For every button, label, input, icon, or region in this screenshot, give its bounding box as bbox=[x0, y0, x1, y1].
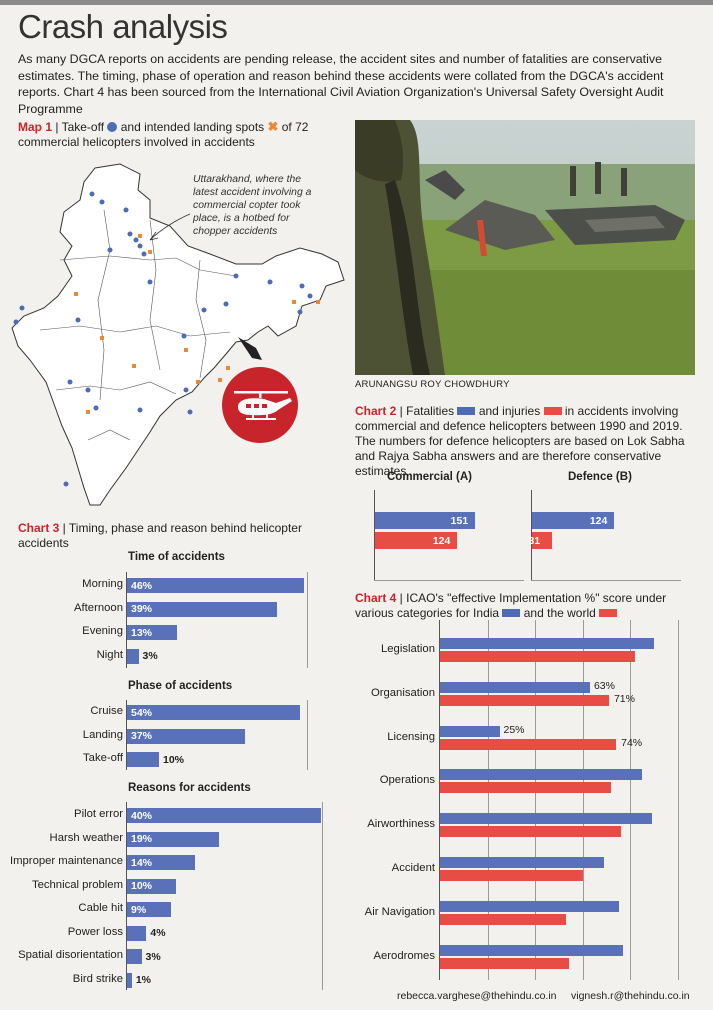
commercial-fatalities-value: 151 bbox=[450, 515, 469, 527]
reasons-cat-4: Cable hit bbox=[78, 902, 123, 914]
reasons-cat-0: Pilot error bbox=[74, 808, 123, 820]
icao-world-bar-5 bbox=[440, 870, 583, 881]
chart4-label: Chart 4 bbox=[355, 591, 397, 605]
fatalities-swatch bbox=[457, 407, 475, 415]
chart3-rule-1 bbox=[307, 700, 308, 770]
reasons-bar-7 bbox=[127, 973, 132, 988]
commercial-baseline bbox=[374, 580, 524, 581]
reasons-value-6: 3% bbox=[145, 950, 161, 963]
reasons-cat-6: Spatial disorientation bbox=[18, 949, 123, 961]
reasons-grid-3 bbox=[273, 802, 274, 990]
phase-bar-0 bbox=[127, 705, 300, 720]
reasons-value-5: 4% bbox=[150, 927, 166, 939]
icao-cat-3: Operations bbox=[379, 774, 435, 787]
icao-india-bar-0 bbox=[440, 638, 654, 649]
commercial-injuries-value: 124 bbox=[432, 535, 451, 547]
time-grid-3 bbox=[271, 572, 272, 668]
chart2-label: Chart 2 bbox=[355, 404, 397, 418]
phase-grid-1 bbox=[173, 700, 174, 770]
icao-world-bar-2 bbox=[440, 739, 616, 750]
icao-grid-5 bbox=[678, 620, 679, 980]
takeoff-dot-icon bbox=[107, 122, 117, 132]
reasons-grid-1 bbox=[176, 802, 177, 990]
time-cat-1: Afternoon bbox=[74, 601, 123, 614]
time-bar-3 bbox=[127, 649, 139, 664]
defence-baseline bbox=[531, 580, 681, 581]
icao-grid-3 bbox=[583, 620, 584, 980]
reasons-cat-7: Bird strike bbox=[72, 972, 123, 985]
time-grid-4 bbox=[320, 572, 321, 668]
icao-india-bar-5 bbox=[440, 857, 604, 868]
time-bar-0 bbox=[127, 578, 304, 593]
icao-india-bar-6 bbox=[440, 901, 619, 912]
phase-cat-2: Take-off bbox=[83, 752, 123, 764]
phase-grid-2 bbox=[220, 700, 221, 770]
reasons-cat-1: Harsh weather bbox=[49, 831, 123, 844]
icao-world-value-1: 71% bbox=[613, 692, 635, 705]
email-2[interactable]: vignesh.r@thehindu.co.in bbox=[571, 990, 690, 1002]
page-title: Crash analysis bbox=[18, 8, 228, 45]
icao-world-bar-7 bbox=[440, 958, 569, 969]
intro-text: As many DGCA reports on accidents are pending release, the accident sites and number of fatalities are conservative estimates. The timing, phase of operation and reason behind these accidents were collated from the DGCA's accident reports. Chart 4 has been sourced from the International Civil Aviation Organization's Universal Safety Oversight Audit Programme bbox=[18, 52, 664, 116]
reasons-value-3: 10% bbox=[131, 880, 153, 892]
icao-cat-7: Aerodromes bbox=[373, 949, 435, 962]
icao-india-bar-4 bbox=[440, 813, 652, 824]
reasons-title: Reasons for accidents bbox=[128, 782, 251, 794]
commercial-title: Commercial (A) bbox=[387, 471, 472, 483]
crash-photo bbox=[355, 120, 695, 375]
email-1[interactable]: rebecca.varghese@thehindu.co.in bbox=[397, 990, 557, 1002]
phase-grid-4 bbox=[313, 700, 314, 770]
helicopter-badge bbox=[220, 365, 300, 445]
time-cat-0: Morning bbox=[82, 578, 123, 590]
time-value-2: 13% bbox=[131, 626, 153, 639]
icao-grid-4 bbox=[630, 620, 631, 980]
chart3-rule-0 bbox=[307, 572, 308, 668]
reasons-value-1: 19% bbox=[131, 833, 153, 845]
phase-value-0: 54% bbox=[131, 706, 153, 719]
time-value-0: 46% bbox=[131, 579, 153, 592]
icao-cat-5: Accident bbox=[391, 862, 435, 874]
icao-world-bar-1 bbox=[440, 695, 609, 706]
top-rule bbox=[0, 0, 713, 5]
icao-cat-6: Air Navigation bbox=[364, 905, 435, 918]
icao-cat-0: Legislation bbox=[380, 643, 435, 655]
injuries-swatch bbox=[544, 407, 562, 415]
icao-axis bbox=[439, 620, 440, 980]
icao-india-bar-1 bbox=[440, 682, 590, 693]
uttarakhand-note: Uttarakhand, where the latest accident involving a commercial copter took place, is a hotbed for chopper accidents bbox=[193, 174, 312, 237]
reasons-cat-5: Power loss bbox=[67, 925, 123, 938]
icao-world-bar-3 bbox=[440, 782, 611, 793]
icao-india-value-1: 63% bbox=[593, 679, 615, 692]
icao-india-value-2: 25% bbox=[503, 723, 525, 736]
map1-title: Map 1 | Take-off and intended landing spots ✖ of 72 commercial helicopters involved in accidents bbox=[18, 119, 309, 149]
chart3-rule-2 bbox=[322, 802, 323, 990]
defence-injuries-value: 31 bbox=[528, 535, 541, 547]
icao-world-bar-6 bbox=[440, 914, 566, 925]
phase-value-2: 10% bbox=[163, 753, 185, 766]
phase-value-1: 37% bbox=[131, 730, 153, 742]
time-cat-2: Evening bbox=[82, 625, 123, 637]
map1-label: Map 1 bbox=[18, 120, 53, 134]
reasons-grid-2 bbox=[224, 802, 225, 990]
icao-world-value-2: 74% bbox=[621, 736, 643, 749]
reasons-bar-5 bbox=[127, 926, 146, 941]
time-cat-3: Night bbox=[96, 648, 123, 661]
reasons-value-2: 14% bbox=[131, 856, 153, 869]
icao-grid-2 bbox=[535, 620, 536, 980]
icao-india-bar-7 bbox=[440, 945, 623, 956]
icao-cat-1: Organisation bbox=[370, 686, 435, 699]
phase-title: Phase of accidents bbox=[128, 680, 233, 692]
phase-grid-3 bbox=[266, 700, 267, 770]
reasons-value-0: 40% bbox=[131, 809, 153, 822]
icao-cat-4: Airworthiness bbox=[367, 818, 435, 831]
reasons-value-7: 1% bbox=[135, 974, 152, 986]
icao-india-bar-3 bbox=[440, 769, 642, 780]
photo-credit: ARUNANGSU ROY CHOWDHURY bbox=[355, 379, 510, 390]
phase-cat-1: Landing bbox=[82, 728, 123, 741]
chart3-title: Chart 3 | Timing, phase and reason behind helicopter accidents bbox=[18, 521, 302, 550]
reasons-bar-6 bbox=[127, 949, 142, 964]
icao-grid-1 bbox=[488, 620, 489, 980]
phase-bar-2 bbox=[127, 752, 159, 767]
reasons-cat-2: Improper maintenance bbox=[9, 855, 123, 867]
time-grid-1 bbox=[175, 572, 176, 668]
reasons-cat-3: Technical problem bbox=[31, 878, 123, 891]
landing-cross-icon: ✖ bbox=[267, 119, 279, 134]
chart4-title: Chart 4 | ICAO's "effective Implementation %" score under various categories for India and the world bbox=[355, 591, 667, 620]
chart2-title: Chart 2 | Fatalities and injuries in accidents involving commercial and defence helicopters between 1990 and 2019. The numbers for defence helicopters are based on Lok Sabha and Rajya Sabha answers and are therefore conservative estimates bbox=[355, 404, 685, 478]
reasons-value-4: 9% bbox=[131, 903, 147, 916]
icao-world-bar-0 bbox=[440, 651, 635, 662]
world-swatch bbox=[599, 609, 617, 617]
time-grid-2 bbox=[223, 572, 224, 668]
time-value-3: 3% bbox=[142, 650, 158, 662]
time-value-1: 39% bbox=[131, 603, 153, 615]
time-title: Time of accidents bbox=[128, 551, 225, 563]
icao-cat-2: Licensing bbox=[387, 730, 435, 743]
defence-fatalities-value: 124 bbox=[589, 515, 608, 527]
india-swatch bbox=[502, 609, 520, 617]
icao-world-bar-4 bbox=[440, 826, 621, 837]
defence-title: Defence (B) bbox=[568, 471, 632, 483]
phase-cat-0: Cruise bbox=[90, 705, 123, 717]
chart3-label: Chart 3 bbox=[18, 521, 60, 535]
icao-india-bar-2 bbox=[440, 726, 500, 737]
